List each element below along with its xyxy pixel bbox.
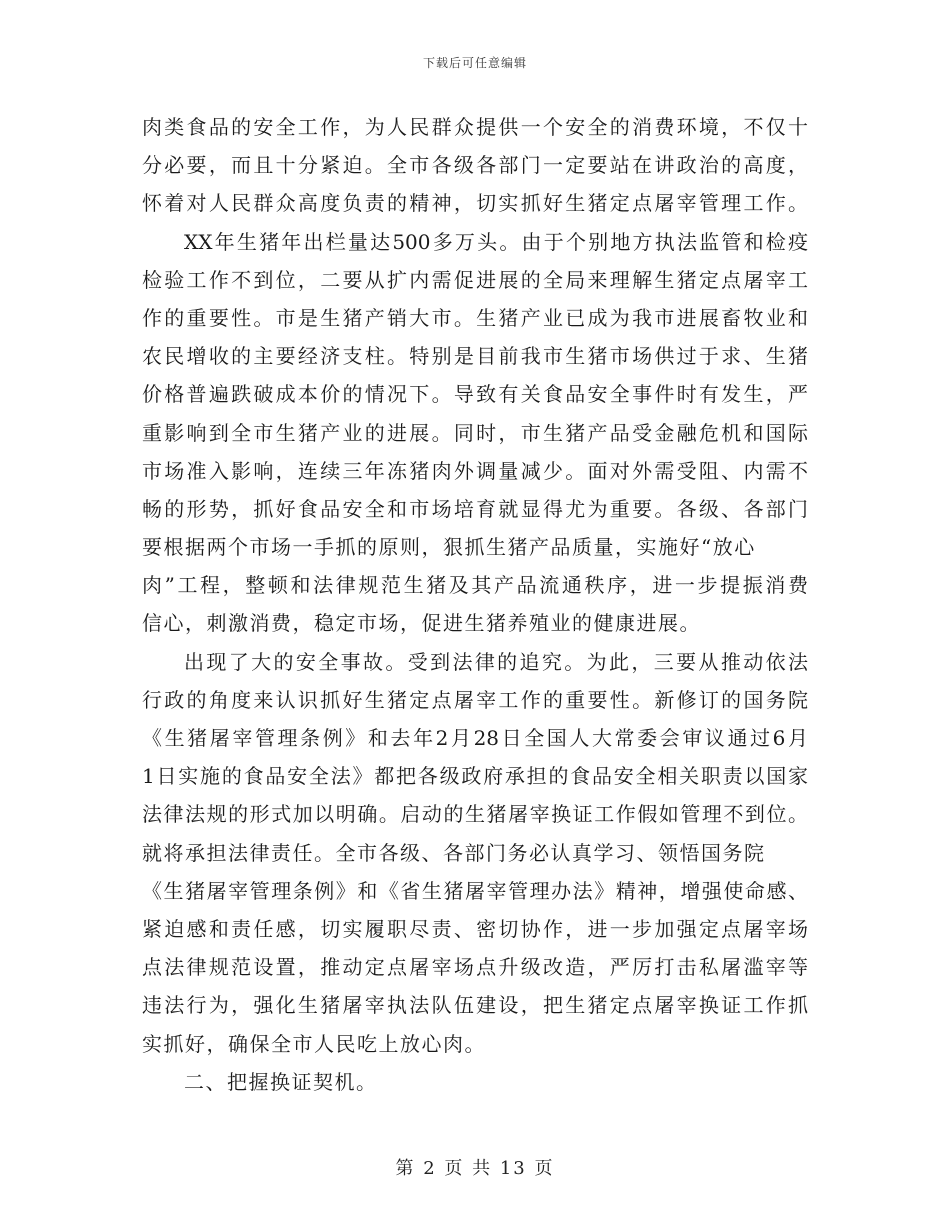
document-body (142, 108, 808, 1101)
text-line: 就将承担法律责任。全市各级、各部门务必认真学习、领悟国务院 (142, 840, 766, 865)
text-line: 违法行为，强化生猪屠宰执法队伍建设，把生猪定点屠宰换证工作抓 (142, 993, 808, 1018)
text-line: 二、把握换证契机。 (184, 1069, 378, 1094)
text-line: 怀着对人民群众高度负责的精神，切实抓好生猪定点屠宰管理工作。 (142, 191, 808, 216)
text-line: 农民增收的主要经济支柱。特别是目前我市生猪市场供过于求、生猪 (142, 344, 808, 369)
page-header: 下载后可任意编辑 (422, 56, 527, 70)
text-line: XX年生猪年出栏量达500多万头。由于个别地方执法监管和检疫 (184, 229, 808, 254)
text-line: 紧迫感和责任感，切实履职尽责、密切协作，进一步加强定点屠宰场 (142, 916, 808, 941)
text-line: 1日实施的食品安全法》都把各级政府承担的食品安全相关职责以国家 (142, 764, 808, 789)
text-line: 法律法规的形式加以明确。启动的生猪屠宰换证工作假如管理不到位。 (142, 802, 808, 827)
text-line: 市场准入影响，连续三年冻猪肉外调量减少。面对外需受阻、内需不 (142, 458, 808, 483)
text-line: 分必要，而且十分紧迫。全市各级各部门一定要站在讲政治的高度， (142, 153, 808, 178)
text-line: 要根据两个市场一手抓的原则，狠抓生猪产品质量，实施好“放心 (142, 535, 756, 560)
text-line: 肉”工程，整顿和法律规范生猪及其产品流通秩序，进一步提振消费 (142, 573, 808, 598)
text-line: 出现了大的安全事故。受到法律的追究。为此，三要从推动依法 (184, 649, 808, 674)
text-line: 重影响到全市生猪产业的进展。同时，市生猪产品受金融危机和国际 (142, 420, 808, 445)
text-line: 畅的形势，抓好食品安全和市场培育就显得尤为重要。各级、各部门 (142, 496, 808, 521)
text-line: 信心，刺激消费，稳定市场，促进生猪养殖业的健康进展。 (142, 611, 701, 636)
text-line: 价格普遍跌破成本价的情况下。导致有关食品安全事件时有发生，严 (142, 382, 808, 407)
page-number: 第 2 页 共 13 页 (395, 1158, 555, 1179)
text-line: 点法律规范设置，推动定点屠宰场点升级改造，严厉打击私屠滥宰等 (142, 955, 808, 980)
text-line: 检验工作不到位，二要从扩内需促进展的全局来理解生猪定点屠宰工 (142, 267, 808, 292)
text-line: 实抓好，确保全市人民吃上放心肉。 (142, 1031, 486, 1056)
text-line: 行政的角度来认识抓好生猪定点屠宰工作的重要性。新修订的国务院 (142, 687, 808, 712)
text-line: 肉类食品的安全工作，为人民群众提供一个安全的消费环境，不仅十 (142, 115, 808, 139)
text-line: 作的重要性。市是生猪产销大市。生猪产业已成为我市进展畜牧业和 (142, 305, 808, 330)
text-line: 《生猪屠宰管理条例》和去年2月28日全国人大常委会审议通过6月 (142, 726, 808, 750)
text-line: 《生猪屠宰管理条例》和《省生猪屠宰管理办法》精神，增强使命感、 (142, 878, 808, 903)
